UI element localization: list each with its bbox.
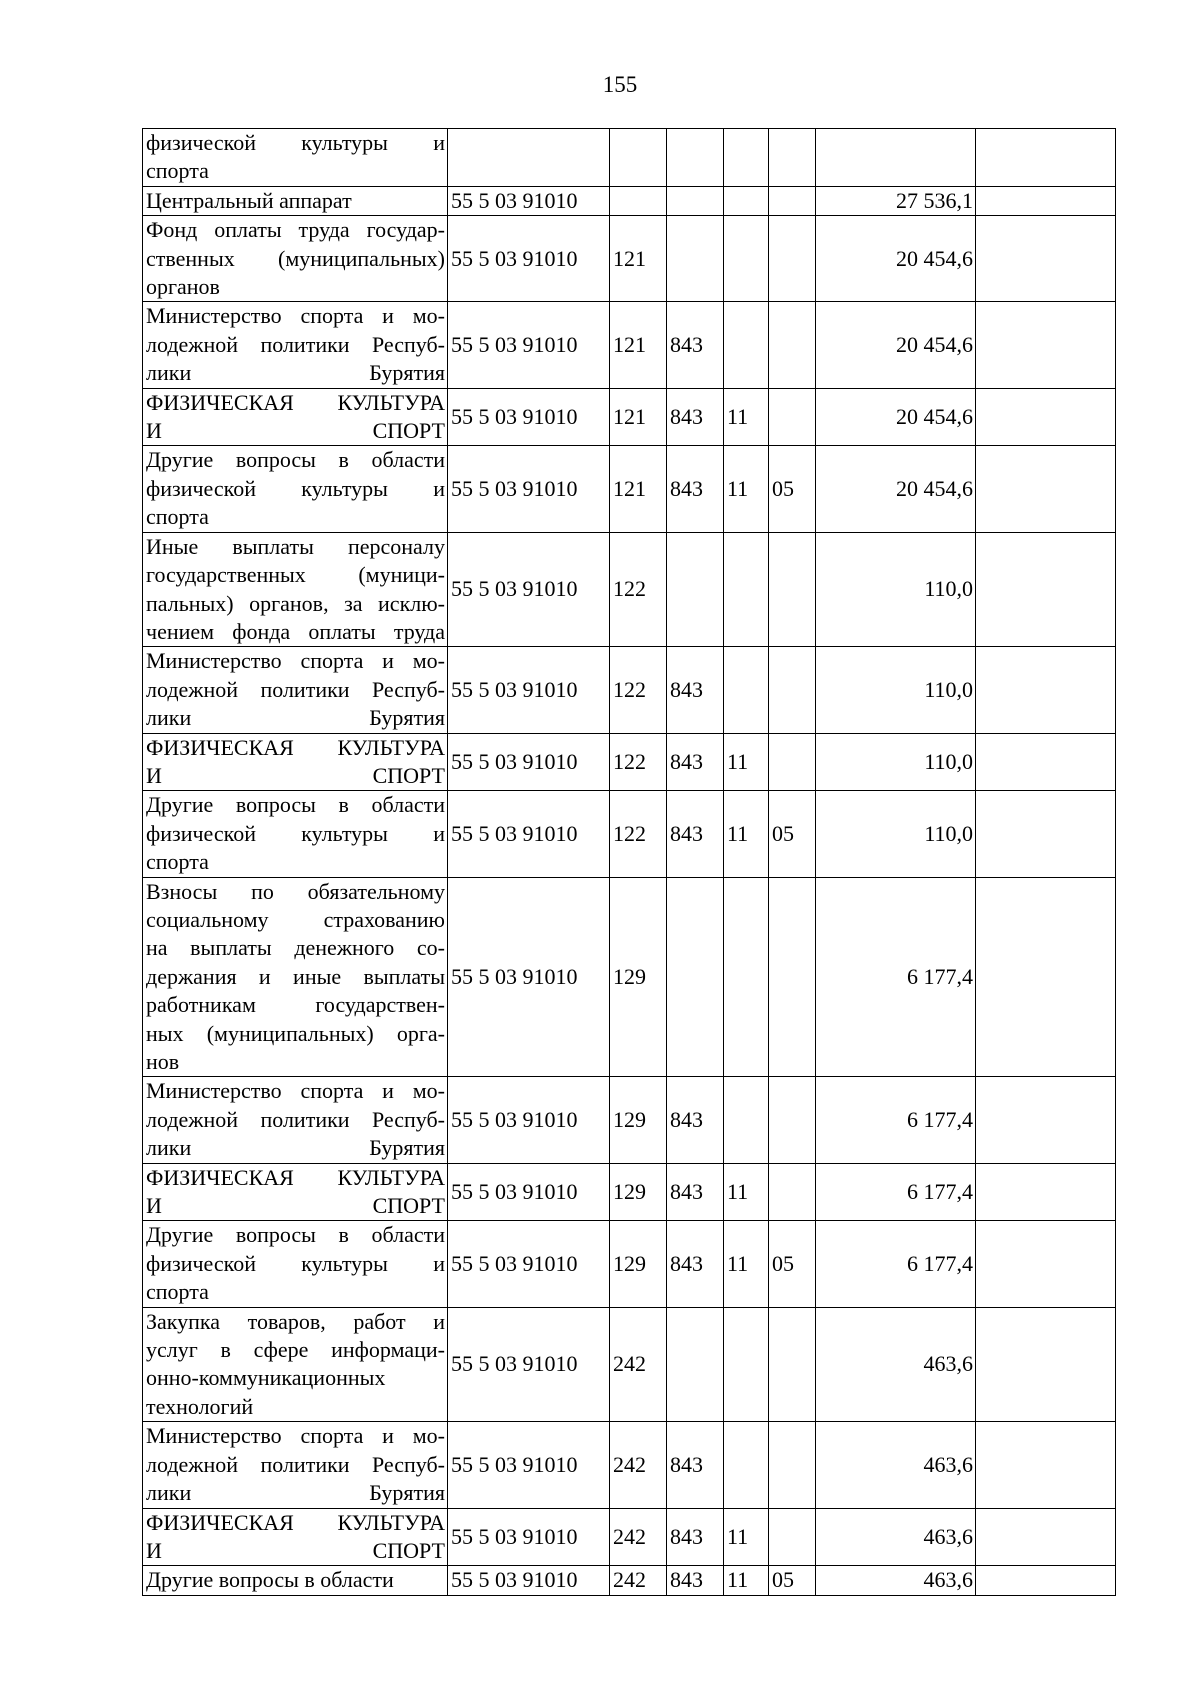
- ministry-code-cell: [667, 129, 724, 187]
- item-name-line: социальному страхованию: [146, 906, 445, 932]
- item-name-line: Другие вопросы в области: [146, 792, 445, 818]
- table-row: [143, 791, 1116, 877]
- item-name-line: Взносы по обязательному: [146, 878, 445, 904]
- target-article-code-cell: 55 5 03 91010: [448, 791, 610, 877]
- amount-cell: 463,6: [816, 1508, 976, 1566]
- subsection-code-cell: 05: [769, 791, 816, 877]
- expense-type-cell: 129: [610, 1077, 667, 1163]
- item-name-cell: [143, 1163, 448, 1221]
- expense-type-cell: 121: [610, 302, 667, 388]
- item-name-line: спорта: [146, 504, 209, 530]
- ministry-code-cell: 843: [667, 446, 724, 532]
- table-row: [143, 186, 1116, 215]
- target-article-code-cell: 55 5 03 91010: [448, 302, 610, 388]
- table-body: [143, 129, 1116, 1596]
- table-row: [143, 216, 1116, 302]
- item-name-line: лики Бурятия: [146, 360, 445, 386]
- item-name-line: И СПОРТ: [146, 762, 445, 788]
- section-code-cell: [724, 186, 769, 215]
- subsection-code-cell: [769, 1163, 816, 1221]
- ministry-code-cell: [667, 186, 724, 215]
- item-name-line: лики Бурятия: [146, 1480, 445, 1506]
- item-name-line: физической культуры и: [146, 820, 445, 846]
- extra-cell: [976, 302, 1116, 388]
- item-name-cell: [143, 216, 448, 302]
- target-article-code-cell: 55 5 03 91010: [448, 1077, 610, 1163]
- extra-cell: [976, 877, 1116, 1077]
- item-name-cell: [143, 877, 448, 1077]
- amount-cell: 20 454,6: [816, 388, 976, 446]
- item-name-line: спорта: [146, 1279, 209, 1305]
- item-name-line: держания и иные выплаты: [146, 963, 445, 989]
- section-code-cell: 11: [724, 446, 769, 532]
- expense-type-cell: 121: [610, 446, 667, 532]
- ministry-code-cell: [667, 532, 724, 647]
- extra-cell: [976, 1077, 1116, 1163]
- item-name-line: Другие вопросы в области: [146, 447, 445, 473]
- ministry-code-cell: 843: [667, 733, 724, 791]
- extra-cell: [976, 1422, 1116, 1508]
- item-name-line: нов: [146, 1049, 180, 1074]
- extra-cell: [976, 1307, 1116, 1422]
- ministry-code-cell: 843: [667, 647, 724, 733]
- item-name-cell: [143, 388, 448, 446]
- item-name-cell: [143, 1508, 448, 1566]
- section-code-cell: 11: [724, 733, 769, 791]
- subsection-code-cell: 05: [769, 446, 816, 532]
- ministry-code-cell: [667, 216, 724, 302]
- target-article-code-cell: 55 5 03 91010: [448, 216, 610, 302]
- subsection-code-cell: [769, 302, 816, 388]
- item-name-line: Министерство спорта и мо-: [146, 1423, 445, 1449]
- section-code-cell: [724, 532, 769, 647]
- ministry-code-cell: [667, 877, 724, 1077]
- item-name-line: И СПОРТ: [146, 1193, 445, 1219]
- target-article-code-cell: 55 5 03 91010: [448, 1163, 610, 1221]
- target-article-code-cell: 55 5 03 91010: [448, 1508, 610, 1566]
- section-code-cell: 11: [724, 1221, 769, 1307]
- item-name-cell: [143, 1077, 448, 1163]
- extra-cell: [976, 129, 1116, 187]
- ministry-code-cell: 843: [667, 1422, 724, 1508]
- item-name-line: ФИЗИЧЕСКАЯ КУЛЬТУРА: [146, 389, 445, 415]
- item-name-cell: [143, 1566, 448, 1595]
- item-name-line: чением фонда оплаты труда: [146, 618, 445, 644]
- item-name-line: ственных (муниципальных): [146, 245, 445, 271]
- item-name-line: Министерство спорта и мо-: [146, 303, 445, 329]
- item-name-line: пальных) органов, за исклю-: [146, 590, 445, 616]
- table-row: [143, 1307, 1116, 1422]
- item-name-cell: [143, 532, 448, 647]
- item-name-cell: [143, 1221, 448, 1307]
- extra-cell: [976, 532, 1116, 647]
- item-name-line: услуг в сфере информаци-: [146, 1337, 445, 1363]
- item-name-line: государственных (муници-: [146, 562, 445, 588]
- expense-type-cell: 122: [610, 733, 667, 791]
- subsection-code-cell: [769, 733, 816, 791]
- item-name-cell: [143, 733, 448, 791]
- section-code-cell: [724, 647, 769, 733]
- section-code-cell: 11: [724, 1508, 769, 1566]
- ministry-code-cell: [667, 1307, 724, 1422]
- subsection-code-cell: [769, 1508, 816, 1566]
- extra-cell: [976, 647, 1116, 733]
- amount-cell: 110,0: [816, 532, 976, 647]
- item-name-line: Закупка товаров, работ и: [146, 1308, 445, 1334]
- table-row: [143, 129, 1116, 187]
- subsection-code-cell: 05: [769, 1221, 816, 1307]
- extra-cell: [976, 733, 1116, 791]
- item-name-line: работникам государствен-: [146, 992, 445, 1018]
- section-code-cell: [724, 216, 769, 302]
- target-article-code-cell: 55 5 03 91010: [448, 1221, 610, 1307]
- ministry-code-cell: 843: [667, 1508, 724, 1566]
- subsection-code-cell: [769, 877, 816, 1077]
- extra-cell: [976, 1221, 1116, 1307]
- expense-type-cell: 122: [610, 647, 667, 733]
- subsection-code-cell: [769, 216, 816, 302]
- item-name-line: органов: [146, 274, 220, 300]
- target-article-code-cell: 55 5 03 91010: [448, 1307, 610, 1422]
- expense-type-cell: 122: [610, 532, 667, 647]
- item-name-line: ФИЗИЧЕСКАЯ КУЛЬТУРА: [146, 1164, 445, 1190]
- table-row: [143, 302, 1116, 388]
- expense-type-cell: 242: [610, 1566, 667, 1595]
- extra-cell: [976, 1508, 1116, 1566]
- table-row: [143, 733, 1116, 791]
- target-article-code-cell: 55 5 03 91010: [448, 877, 610, 1077]
- item-name-cell: [143, 647, 448, 733]
- table-row: [143, 1163, 1116, 1221]
- item-name-line: спорта: [146, 849, 209, 875]
- subsection-code-cell: [769, 129, 816, 187]
- amount-cell: 20 454,6: [816, 446, 976, 532]
- expense-type-cell: 129: [610, 1163, 667, 1221]
- item-name-line: лодежной политики Респуб-: [146, 676, 445, 702]
- target-article-code-cell: 55 5 03 91010: [448, 1566, 610, 1595]
- target-article-code-cell: 55 5 03 91010: [448, 186, 610, 215]
- expense-type-cell: 129: [610, 877, 667, 1077]
- item-name-cell: [143, 302, 448, 388]
- amount-cell: 6 177,4: [816, 1163, 976, 1221]
- amount-cell: 463,6: [816, 1307, 976, 1422]
- table-row: [143, 446, 1116, 532]
- subsection-code-cell: [769, 186, 816, 215]
- amount-cell: 463,6: [816, 1422, 976, 1508]
- item-name-cell: [143, 129, 448, 187]
- target-article-code-cell: 55 5 03 91010: [448, 446, 610, 532]
- target-article-code-cell: 55 5 03 91010: [448, 1422, 610, 1508]
- item-name-line: физической культуры и: [146, 475, 445, 501]
- item-name-cell: [143, 1422, 448, 1508]
- ministry-code-cell: 843: [667, 1077, 724, 1163]
- ministry-code-cell: 843: [667, 302, 724, 388]
- item-name-line: ФИЗИЧЕСКАЯ КУЛЬТУРА: [146, 734, 445, 760]
- expense-type-cell: [610, 129, 667, 187]
- table-row: [143, 1566, 1116, 1595]
- item-name-line: физической культуры и: [146, 1250, 445, 1276]
- table-row: [143, 1508, 1116, 1566]
- amount-cell: 27 536,1: [816, 186, 976, 215]
- item-name-line: спорта: [146, 158, 209, 184]
- item-name-line: И СПОРТ: [146, 1537, 445, 1563]
- item-name-line: лики Бурятия: [146, 705, 445, 731]
- section-code-cell: [724, 1307, 769, 1422]
- item-name-line: Другие вопросы в области: [146, 1222, 445, 1248]
- section-code-cell: [724, 877, 769, 1077]
- expense-type-cell: 242: [610, 1508, 667, 1566]
- subsection-code-cell: [769, 647, 816, 733]
- item-name-line: Министерство спорта и мо-: [146, 648, 445, 674]
- item-name-line: лики Бурятия: [146, 1135, 445, 1161]
- section-code-cell: 11: [724, 388, 769, 446]
- subsection-code-cell: [769, 388, 816, 446]
- ministry-code-cell: 843: [667, 791, 724, 877]
- item-name-line: технологий: [146, 1393, 254, 1419]
- item-name-line: Иные выплаты персоналу: [146, 533, 445, 559]
- extra-cell: [976, 446, 1116, 532]
- item-name-line: ных (муниципальных) орга-: [146, 1020, 445, 1046]
- item-name-line: Центральный аппарат: [146, 187, 352, 213]
- subsection-code-cell: [769, 1422, 816, 1508]
- item-name-line: на выплаты денежного со-: [146, 935, 445, 961]
- ministry-code-cell: 843: [667, 1566, 724, 1595]
- expense-type-cell: 121: [610, 388, 667, 446]
- extra-cell: [976, 1163, 1116, 1221]
- table-row: [143, 532, 1116, 647]
- amount-cell: 110,0: [816, 791, 976, 877]
- item-name-line: Министерство спорта и мо-: [146, 1078, 445, 1104]
- ministry-code-cell: 843: [667, 1163, 724, 1221]
- amount-cell: 6 177,4: [816, 1077, 976, 1163]
- amount-cell: 110,0: [816, 733, 976, 791]
- extra-cell: [976, 791, 1116, 877]
- budget-table: [142, 128, 1116, 1596]
- expense-type-cell: 242: [610, 1422, 667, 1508]
- extra-cell: [976, 186, 1116, 215]
- section-code-cell: [724, 302, 769, 388]
- section-code-cell: 11: [724, 1163, 769, 1221]
- ministry-code-cell: 843: [667, 388, 724, 446]
- target-article-code-cell: 55 5 03 91010: [448, 388, 610, 446]
- expense-type-cell: [610, 186, 667, 215]
- section-code-cell: [724, 1422, 769, 1508]
- item-name-line: лодежной политики Респуб-: [146, 1451, 445, 1477]
- item-name-cell: [143, 791, 448, 877]
- expense-type-cell: 122: [610, 791, 667, 877]
- table-row: [143, 647, 1116, 733]
- subsection-code-cell: 05: [769, 1566, 816, 1595]
- target-article-code-cell: 55 5 03 91010: [448, 647, 610, 733]
- amount-cell: 20 454,6: [816, 302, 976, 388]
- amount-cell: [816, 129, 976, 187]
- item-name-line: лодежной политики Респуб-: [146, 1106, 445, 1132]
- expense-type-cell: 121: [610, 216, 667, 302]
- table-row: [143, 877, 1116, 1077]
- item-name-line: Другие вопросы в области: [146, 1567, 394, 1593]
- amount-cell: 20 454,6: [816, 216, 976, 302]
- table-row: [143, 1422, 1116, 1508]
- table-row: [143, 388, 1116, 446]
- item-name-cell: [143, 446, 448, 532]
- table-row: [143, 1221, 1116, 1307]
- expense-type-cell: 242: [610, 1307, 667, 1422]
- amount-cell: 110,0: [816, 647, 976, 733]
- section-code-cell: [724, 1077, 769, 1163]
- item-name-line: онно-коммуникационных: [146, 1365, 386, 1391]
- target-article-code-cell: [448, 129, 610, 187]
- section-code-cell: 11: [724, 1566, 769, 1595]
- amount-cell: 6 177,4: [816, 877, 976, 1077]
- item-name-cell: [143, 186, 448, 215]
- extra-cell: [976, 388, 1116, 446]
- table-row: [143, 1077, 1116, 1163]
- ministry-code-cell: 843: [667, 1221, 724, 1307]
- subsection-code-cell: [769, 532, 816, 647]
- item-name-line: Фонд оплаты труда государ-: [146, 217, 445, 243]
- page-number: 155: [602, 72, 638, 97]
- extra-cell: [976, 1566, 1116, 1595]
- item-name-line: физической культуры и: [146, 130, 445, 155]
- target-article-code-cell: 55 5 03 91010: [448, 532, 610, 647]
- amount-cell: 6 177,4: [816, 1221, 976, 1307]
- item-name-line: лодежной политики Респуб-: [146, 331, 445, 357]
- item-name-cell: [143, 1307, 448, 1422]
- section-code-cell: [724, 129, 769, 187]
- expense-type-cell: 129: [610, 1221, 667, 1307]
- subsection-code-cell: [769, 1077, 816, 1163]
- item-name-line: И СПОРТ: [146, 418, 445, 444]
- subsection-code-cell: [769, 1307, 816, 1422]
- amount-cell: 463,6: [816, 1566, 976, 1595]
- section-code-cell: 11: [724, 791, 769, 877]
- item-name-line: ФИЗИЧЕСКАЯ КУЛЬТУРА: [146, 1509, 445, 1535]
- target-article-code-cell: 55 5 03 91010: [448, 733, 610, 791]
- extra-cell: [976, 216, 1116, 302]
